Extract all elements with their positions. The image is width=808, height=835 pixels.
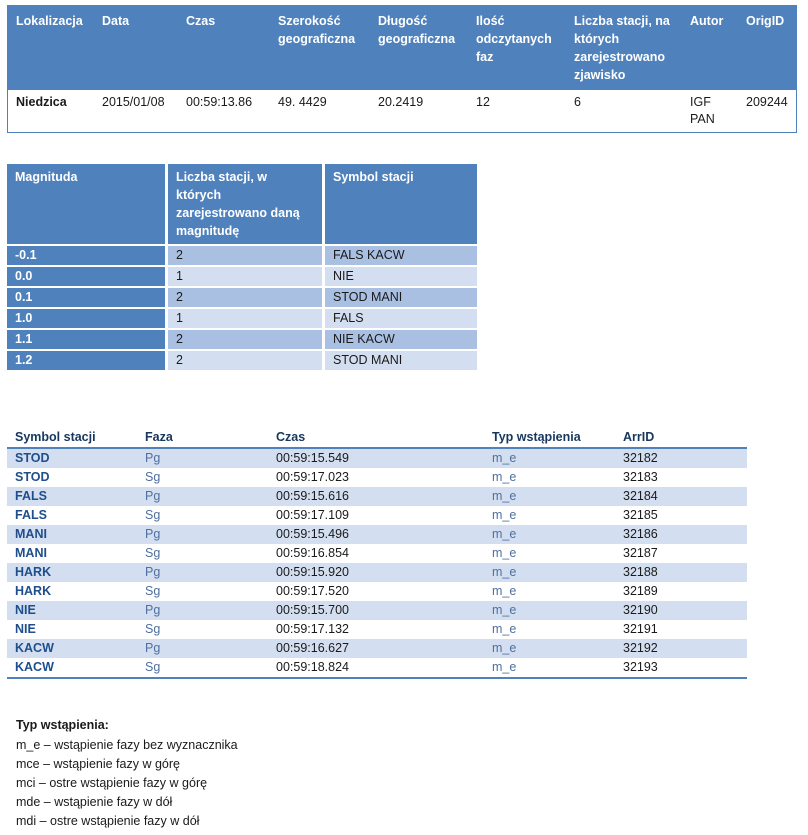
phase-time: 00:59:17.023 bbox=[276, 470, 349, 484]
station-symbol: HARK bbox=[15, 584, 52, 598]
onset-type: m_e bbox=[484, 525, 615, 544]
header-magnituda: Magnituda bbox=[7, 164, 167, 245]
magnitude-row bbox=[7, 245, 477, 266]
header-ilosc-faz: Ilość odczytanych faz bbox=[468, 6, 566, 91]
header-autor: Autor bbox=[682, 6, 738, 91]
magnitude-value: 0.0 bbox=[7, 266, 167, 287]
header-lokalizacja: Lokalizacja bbox=[8, 6, 95, 91]
station-symbol: MANI bbox=[15, 546, 47, 560]
magnitude-value: -0.1 bbox=[7, 245, 167, 266]
onset-type: m_e bbox=[492, 470, 517, 484]
phase-time: 00:59:17.132 bbox=[276, 622, 349, 636]
cell-ilosc-faz: 12 bbox=[476, 95, 490, 109]
header-origid: OrigID bbox=[738, 6, 797, 91]
station-count: 2 bbox=[167, 245, 324, 266]
magnitude-header-row bbox=[7, 164, 477, 245]
phase-row bbox=[7, 487, 747, 506]
onset-type: m_e bbox=[484, 658, 615, 678]
onset-type: m_e bbox=[492, 546, 517, 560]
event-header-row bbox=[8, 6, 797, 91]
phase: Pg bbox=[137, 448, 268, 468]
cell-liczba-stacji: 6 bbox=[574, 95, 581, 109]
header-typ-wstapienia: Typ wstąpienia bbox=[484, 428, 615, 448]
onset-type: m_e bbox=[492, 584, 517, 598]
phase-time: 00:59:15.496 bbox=[268, 525, 484, 544]
arr-id: 32189 bbox=[623, 584, 658, 598]
header-symbol: Symbol stacji bbox=[7, 428, 137, 448]
phase: Pg bbox=[137, 563, 268, 582]
phase-row bbox=[7, 563, 747, 582]
legend-item: mce – wstąpienie fazy w górę bbox=[16, 757, 180, 771]
cell-lokalizacja: Niedzica bbox=[16, 95, 67, 109]
legend bbox=[16, 716, 238, 831]
arr-id: 32188 bbox=[615, 563, 747, 582]
magnitude-row bbox=[7, 266, 477, 287]
station-count: 1 bbox=[167, 266, 324, 287]
magnitude-value: 1.1 bbox=[7, 329, 167, 350]
header-liczba-stacji-mag: Liczba stacji, w których zarejestrowano daną magnitudę bbox=[167, 164, 324, 245]
station-symbol: HARK bbox=[7, 563, 137, 582]
legend-item: m_e – wstąpienie fazy bez wyznacznika bbox=[16, 738, 238, 752]
event-row bbox=[8, 90, 797, 133]
legend-item: mdi – ostre wstąpienie fazy w dół bbox=[16, 814, 200, 828]
arr-id: 32187 bbox=[623, 546, 658, 560]
phase-row bbox=[7, 601, 747, 620]
station-symbols: NIE bbox=[324, 266, 478, 287]
header-czas: Czas bbox=[178, 6, 270, 91]
station-symbol: MANI bbox=[7, 525, 137, 544]
phase-time: 00:59:17.520 bbox=[276, 584, 349, 598]
arr-id: 32184 bbox=[615, 487, 747, 506]
station-symbols: STOD MANI bbox=[324, 287, 478, 308]
station-symbols: NIE KACW bbox=[324, 329, 478, 350]
phase-row bbox=[7, 468, 747, 487]
header-czas-fazy: Czas bbox=[268, 428, 484, 448]
arr-id: 32185 bbox=[623, 508, 658, 522]
header-arrid: ArrID bbox=[615, 428, 747, 448]
phase-row bbox=[7, 639, 747, 658]
phase-row bbox=[7, 506, 747, 525]
arr-id: 32193 bbox=[615, 658, 747, 678]
station-symbol: STOD bbox=[15, 470, 50, 484]
station-symbols: STOD MANI bbox=[324, 350, 478, 370]
header-liczba-stacji: Liczba stacji, na których zarejestrowano zjawisko bbox=[566, 6, 682, 91]
arr-id: 32182 bbox=[615, 448, 747, 468]
station-symbol: STOD bbox=[7, 448, 137, 468]
cell-autor: IGF PAN bbox=[690, 95, 715, 126]
phase-header-row bbox=[7, 428, 747, 448]
phase-time: 00:59:15.616 bbox=[268, 487, 484, 506]
event-table bbox=[7, 5, 797, 133]
magnitude-row bbox=[7, 350, 477, 370]
phase: Pg bbox=[137, 525, 268, 544]
cell-data: 2015/01/08 bbox=[102, 95, 165, 109]
station-symbol: FALS bbox=[15, 508, 47, 522]
onset-type: m_e bbox=[484, 601, 615, 620]
onset-type: m_e bbox=[484, 448, 615, 468]
phase-time: 00:59:15.549 bbox=[268, 448, 484, 468]
onset-type: m_e bbox=[492, 508, 517, 522]
phase-time: 00:59:18.824 bbox=[268, 658, 484, 678]
cell-szerokosc: 49. 4429 bbox=[278, 95, 327, 109]
arr-id: 32190 bbox=[615, 601, 747, 620]
station-symbol: NIE bbox=[7, 601, 137, 620]
arr-id: 32183 bbox=[623, 470, 658, 484]
header-szerokosc: Szerokość geograficzna bbox=[270, 6, 370, 91]
station-symbol: FALS bbox=[7, 487, 137, 506]
phase-row bbox=[7, 544, 747, 563]
station-count: 1 bbox=[167, 308, 324, 329]
onset-type: m_e bbox=[492, 622, 517, 636]
phase: Sg bbox=[145, 470, 161, 484]
phase-time: 00:59:15.920 bbox=[268, 563, 484, 582]
onset-type: m_e bbox=[484, 563, 615, 582]
station-count: 2 bbox=[167, 329, 324, 350]
phase-row bbox=[7, 582, 747, 601]
magnitude-table bbox=[7, 164, 477, 370]
phase-row bbox=[7, 620, 747, 639]
legend-item: mci – ostre wstąpienie fazy w górę bbox=[16, 776, 208, 790]
phase: Sg bbox=[137, 658, 268, 678]
phase: Pg bbox=[137, 639, 268, 658]
phase: Sg bbox=[145, 584, 161, 598]
arr-id: 32191 bbox=[623, 622, 658, 636]
header-dlugosc: Długość geograficzna bbox=[370, 6, 468, 91]
station-count: 2 bbox=[167, 350, 324, 370]
station-symbols: FALS KACW bbox=[324, 245, 478, 266]
arr-id: 32186 bbox=[615, 525, 747, 544]
phase: Sg bbox=[145, 508, 161, 522]
legend-item: mde – wstąpienie fazy w dół bbox=[16, 795, 173, 809]
station-symbol: KACW bbox=[7, 639, 137, 658]
arr-id: 32192 bbox=[615, 639, 747, 658]
header-data: Data bbox=[94, 6, 178, 91]
phase-row bbox=[7, 658, 747, 678]
station-count: 2 bbox=[167, 287, 324, 308]
station-symbol: KACW bbox=[7, 658, 137, 678]
onset-type: m_e bbox=[484, 639, 615, 658]
station-symbols: FALS bbox=[324, 308, 478, 329]
phase-table bbox=[7, 428, 747, 679]
station-symbol: NIE bbox=[15, 622, 36, 636]
magnitude-row bbox=[7, 308, 477, 329]
magnitude-row bbox=[7, 287, 477, 308]
cell-origid: 209244 bbox=[746, 95, 788, 109]
header-symbol-stacji: Symbol stacji bbox=[324, 164, 478, 245]
phase-time: 00:59:16.854 bbox=[276, 546, 349, 560]
cell-dlugosc: 20.2419 bbox=[378, 95, 424, 109]
magnitude-value: 1.0 bbox=[7, 308, 167, 329]
phase-time: 00:59:16.627 bbox=[268, 639, 484, 658]
cell-czas: 00:59:13.86 bbox=[186, 95, 253, 109]
magnitude-value: 1.2 bbox=[7, 350, 167, 370]
header-faza: Faza bbox=[137, 428, 268, 448]
phase-time: 00:59:15.700 bbox=[268, 601, 484, 620]
phase-row bbox=[7, 525, 747, 544]
onset-type: m_e bbox=[484, 487, 615, 506]
legend-title: Typ wstąpienia: bbox=[16, 718, 109, 732]
phase: Sg bbox=[145, 546, 161, 560]
phase: Sg bbox=[145, 622, 161, 636]
magnitude-value: 0.1 bbox=[7, 287, 167, 308]
phase-time: 00:59:17.109 bbox=[276, 508, 349, 522]
phase: Pg bbox=[137, 487, 268, 506]
phase-row bbox=[7, 448, 747, 468]
phase: Pg bbox=[137, 601, 268, 620]
magnitude-row bbox=[7, 329, 477, 350]
